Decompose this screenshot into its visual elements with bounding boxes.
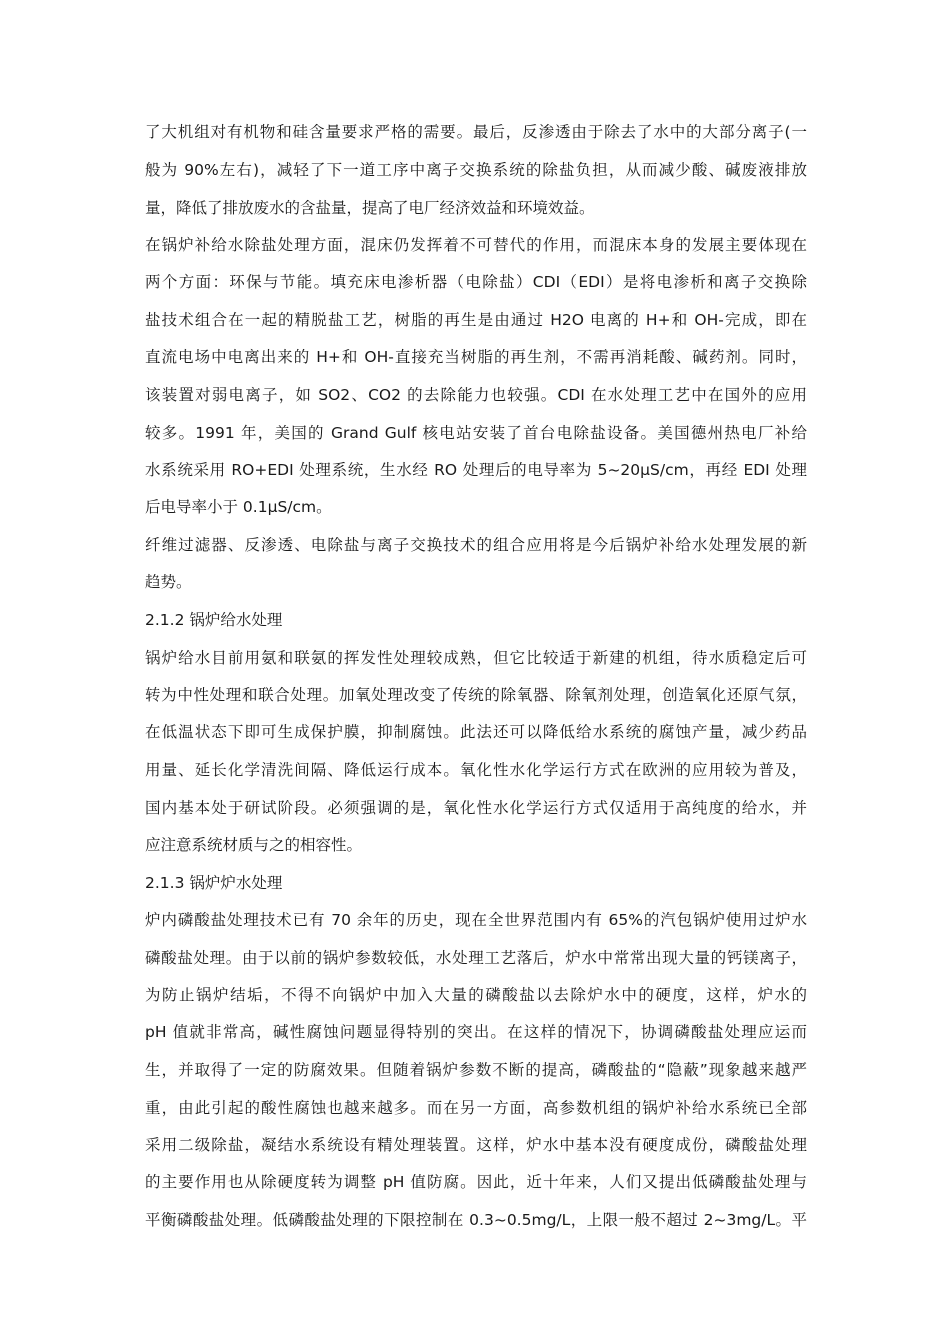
text-line: 应注意系统材质与之的相容性。 (145, 836, 363, 854)
text-line: 在低温状态下即可生成保护膜，抑制腐蚀。此法还可以降低给水系统的腐蚀产量，减少药品 (145, 723, 807, 741)
text-line: 国内基本处于研试阶段。必须强调的是，氧化性水化学运行方式仅适用于高纯度的给水，并 (145, 799, 807, 817)
text-line: 在锅炉补给水除盐处理方面，混床仍发挥着不可替代的作用，而混床本身的发展主要体现在 (145, 236, 807, 254)
section-heading: 2.1.3 锅炉炉水处理 (145, 874, 283, 892)
text-line: 采用二级除盐，凝结水系统设有精处理装置。这样，炉水中基本没有硬度成份，磷酸盐处理 (145, 1136, 807, 1154)
text-line: 锅炉给水目前用氨和联氨的挥发性处理较成熟，但它比较适于新建的机组，待水质稳定后可 (145, 649, 807, 667)
text-line: 纤维过滤器、反渗透、电除盐与离子交换技术的组合应用将是今后锅炉补给水处理发展的新 (145, 536, 807, 554)
text-line: 较多。1991 年，美国的 Grand Gulf 核电站安装了首台电除盐设备。美国德州热电厂补给 (145, 424, 807, 442)
text-line: 后电导率小于 0.1μS/cm。 (145, 498, 332, 516)
text-line: 转为中性处理和联合处理。加氧处理改变了传统的除氧器、除氧剂处理，创造氧化还原气氛， (145, 686, 807, 704)
text-line: 了大机组对有机物和硅含量要求严格的需要。最后，反渗透由于除去了水中的大部分离子(一 (145, 123, 807, 141)
text-line: 生，并取得了一定的防腐效果。但随着锅炉参数不断的提高，磷酸盐的“隐蔽”现象越来越严 (145, 1061, 807, 1079)
text-line: 两个方面：环保与节能。填充床电渗析器（电除盐）CDI（EDI）是将电渗析和离子交换除 (145, 273, 807, 291)
section-heading: 2.1.2 锅炉给水处理 (145, 611, 283, 629)
text-line: 水系统采用 RO+EDI 处理系统，生水经 RO 处理后的电导率为 5~20μS/cm，再经 EDI 处理 (145, 461, 807, 479)
text-line: 直流电场中电离出来的 H+和 OH-直接充当树脂的再生剂，不需再消耗酸、碱药剂。同时， (145, 348, 807, 366)
text-line: 的主要作用也从除硬度转为调整 pH 值防腐。因此，近十年来，人们又提出低磷酸盐处理与 (145, 1173, 807, 1191)
text-line: 该装置对弱电离子，如 SO2、CO2 的去除能力也较强。CDI 在水处理工艺中在国外的应用 (145, 386, 807, 404)
text-line: 量，降低了排放废水的含盐量，提高了电厂经济效益和环境效益。 (145, 199, 595, 217)
text-line: 炉内磷酸盐处理技术已有 70 余年的历史，现在全世界范围内有 65%的汽包锅炉使用过炉水 (145, 911, 807, 929)
text-line: 用量、延长化学清洗间隔、降低运行成本。氧化性水化学运行方式在欧洲的应用较为普及， (145, 761, 807, 779)
text-line: 重，由此引起的酸性腐蚀也越来越多。而在另一方面，高参数机组的锅炉补给水系统已全部 (145, 1099, 807, 1117)
text-line: 趋势。 (145, 573, 192, 591)
text-line: pH 值就非常高，碱性腐蚀问题显得特别的突出。在这样的情况下，协调磷酸盐处理应运而 (145, 1023, 807, 1041)
text-line: 为防止锅炉结垢，不得不向锅炉中加入大量的磷酸盐以去除炉水中的硬度，这样，炉水的 (145, 986, 807, 1004)
text-line: 磷酸盐处理。由于以前的锅炉参数较低，水处理工艺落后，炉水中常常出现大量的钙镁离子， (145, 949, 807, 967)
text-line: 般为 90%左右)，减轻了下一道工序中离子交换系统的除盐负担，从而减少酸、碱废液排放 (145, 161, 807, 179)
text-line: 盐技术组合在一起的精脱盐工艺，树脂的再生是由通过 H2O 电离的 H+和 OH-完成，即在 (145, 311, 807, 329)
text-line: 平衡磷酸盐处理。低磷酸盐处理的下限控制在 0.3~0.5mg/L，上限一般不超过 2~3mg/L。平 (145, 1211, 807, 1229)
